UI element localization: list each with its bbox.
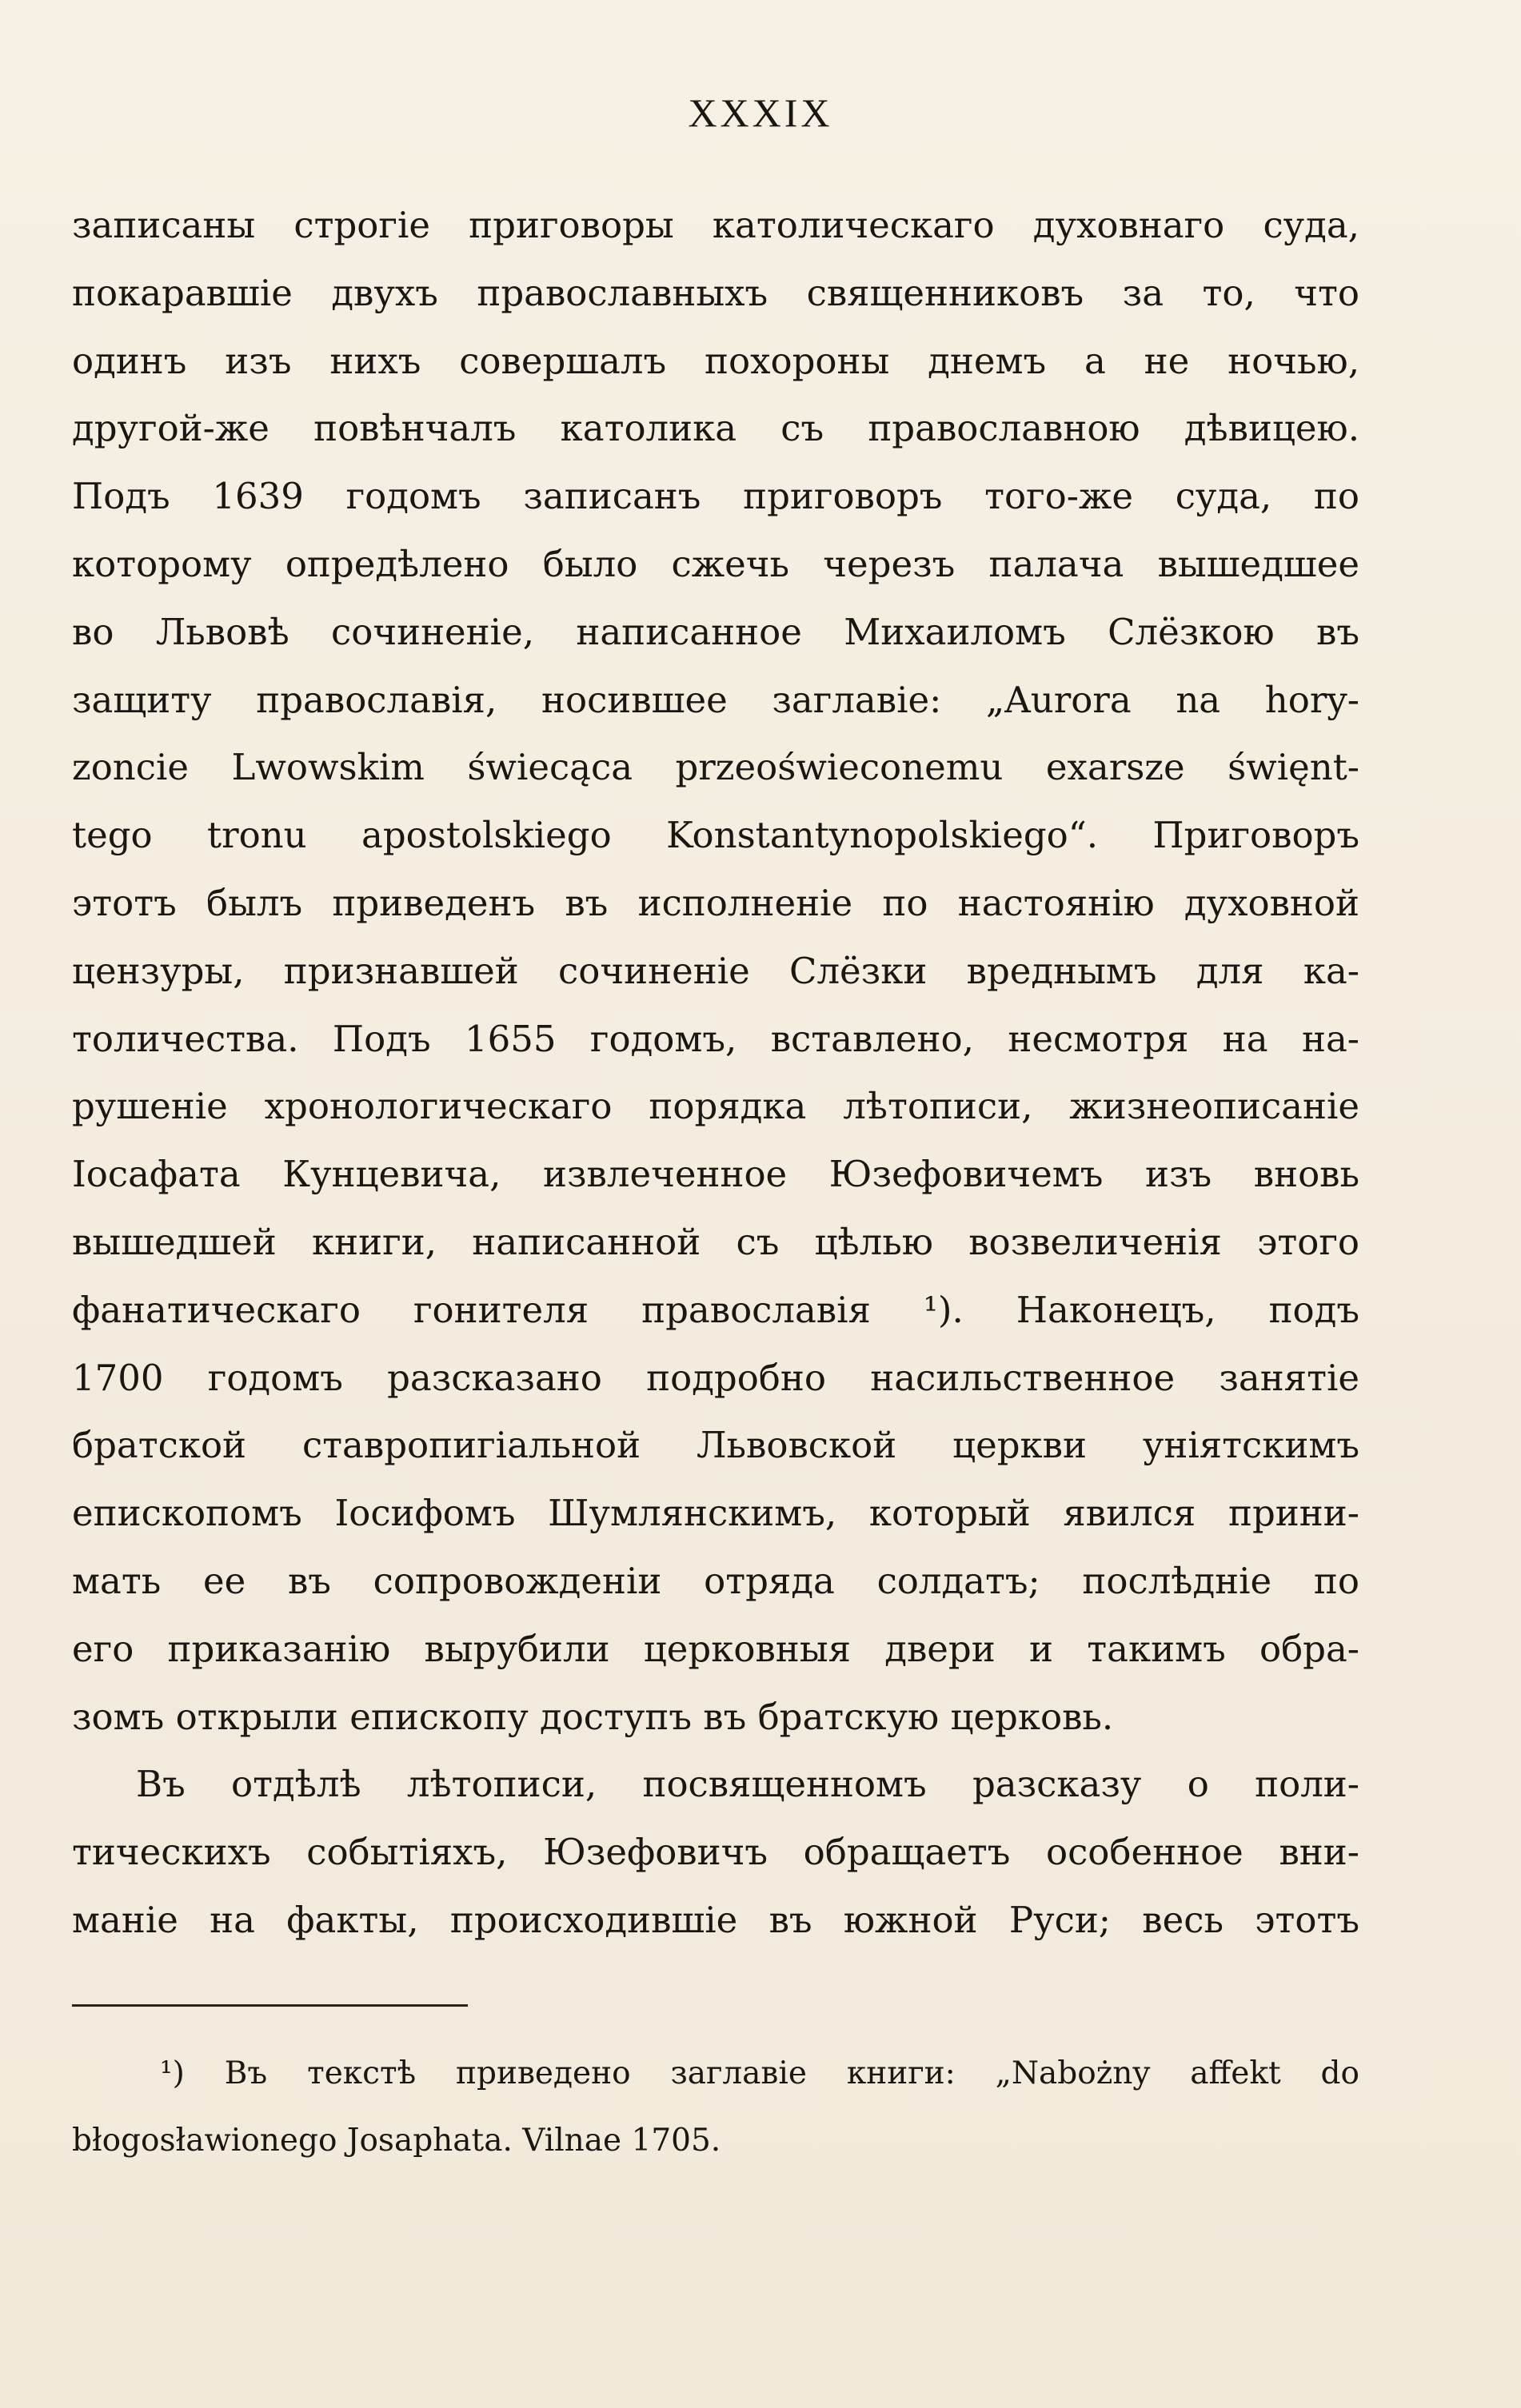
footnote-line: błogosławionego Josaphata. Vilnae 1705. xyxy=(72,2123,721,2159)
text-line: Подъ 1639 годомъ записанъ приговоръ того-же суда, по xyxy=(72,475,1359,518)
text-line: Іосафата Кунцевича, извлеченное Юзефовичемъ изъ вновь xyxy=(72,1153,1359,1196)
text-line: братской ставропигіальной Львовской церкви уніятскимъ xyxy=(72,1424,1359,1467)
text-line: тическихъ событіяхъ, Юзефовичъ обращаетъ особенное вни- xyxy=(72,1831,1359,1874)
text-line: цензуры, признавшей сочиненіе Слёзки вреднымъ для ка- xyxy=(72,949,1359,992)
text-line: другой-же повѣнчалъ католика съ православною дѣвицею. xyxy=(72,407,1359,450)
text-line: мать ее въ сопровожденіи отряда солдатъ; послѣдніе по xyxy=(72,1559,1359,1602)
text-line: записаны строгіе приговоры католическаго духовнаго суда, xyxy=(72,204,1359,246)
text-line: покаравшіе двухъ православныхъ священниковъ за то, что xyxy=(72,271,1359,314)
text-line: маніе на факты, происходившіе въ южной Руси; весь этотъ xyxy=(72,1898,1359,1941)
footnote-line: ¹) Въ текстѣ приведено заглавіе книги: „Nabożny affekt do xyxy=(160,2055,1359,2091)
text-line: которому опредѣлено было сжечь черезъ палача вышедшее xyxy=(72,542,1359,585)
text-line: этотъ былъ приведенъ въ исполненіе по настоянію духовной xyxy=(72,881,1359,924)
text-line: толичества. Подъ 1655 годомъ, вставлено, несмотря на на- xyxy=(72,1017,1359,1060)
text-line: 1700 годомъ разсказано подробно насильственное занятіе xyxy=(72,1356,1359,1399)
text-line: фанатическаго гонителя православія ¹). Наконецъ, подъ xyxy=(72,1288,1359,1331)
footnote-divider xyxy=(72,2004,468,2007)
text-line: зомъ открыли епископу доступъ въ братскую церковь. xyxy=(72,1695,1114,1738)
body-text xyxy=(72,192,1359,1955)
text-line: одинъ изъ нихъ совершалъ похороны днемъ а не ночью, xyxy=(72,339,1359,382)
text-line: рушеніе хронологическаго порядка лѣтописи, жизнеописаніе xyxy=(72,1085,1359,1128)
page-number-header: XXXIX xyxy=(688,90,833,135)
text-line: его приказанію вырубили церковныя двери и такимъ обра- xyxy=(72,1627,1359,1670)
text-line: Въ отдѣлѣ лѣтописи, посвященномъ разсказу о поли- xyxy=(136,1763,1359,1806)
text-line: во Львовѣ сочиненіе, написанное Михаиломъ Слёзкою въ xyxy=(72,610,1359,653)
text-line: tego tronu apostolskiego Konstantynopolskiego“. Приговоръ xyxy=(72,814,1359,857)
text-line: защиту православія, носившее заглавіе: „Aurora na hory- xyxy=(72,678,1359,721)
text-line: епископомъ Іосифомъ Шумлянскимъ, который явился прини- xyxy=(72,1492,1359,1535)
text-line: вышедшей книги, написанной съ цѣлью возвеличенія этого xyxy=(72,1220,1359,1263)
text-line: zoncie Lwowskim świecąca przeoświeconemu exarsze święnt- xyxy=(72,746,1359,789)
footnote xyxy=(72,2040,1359,2175)
